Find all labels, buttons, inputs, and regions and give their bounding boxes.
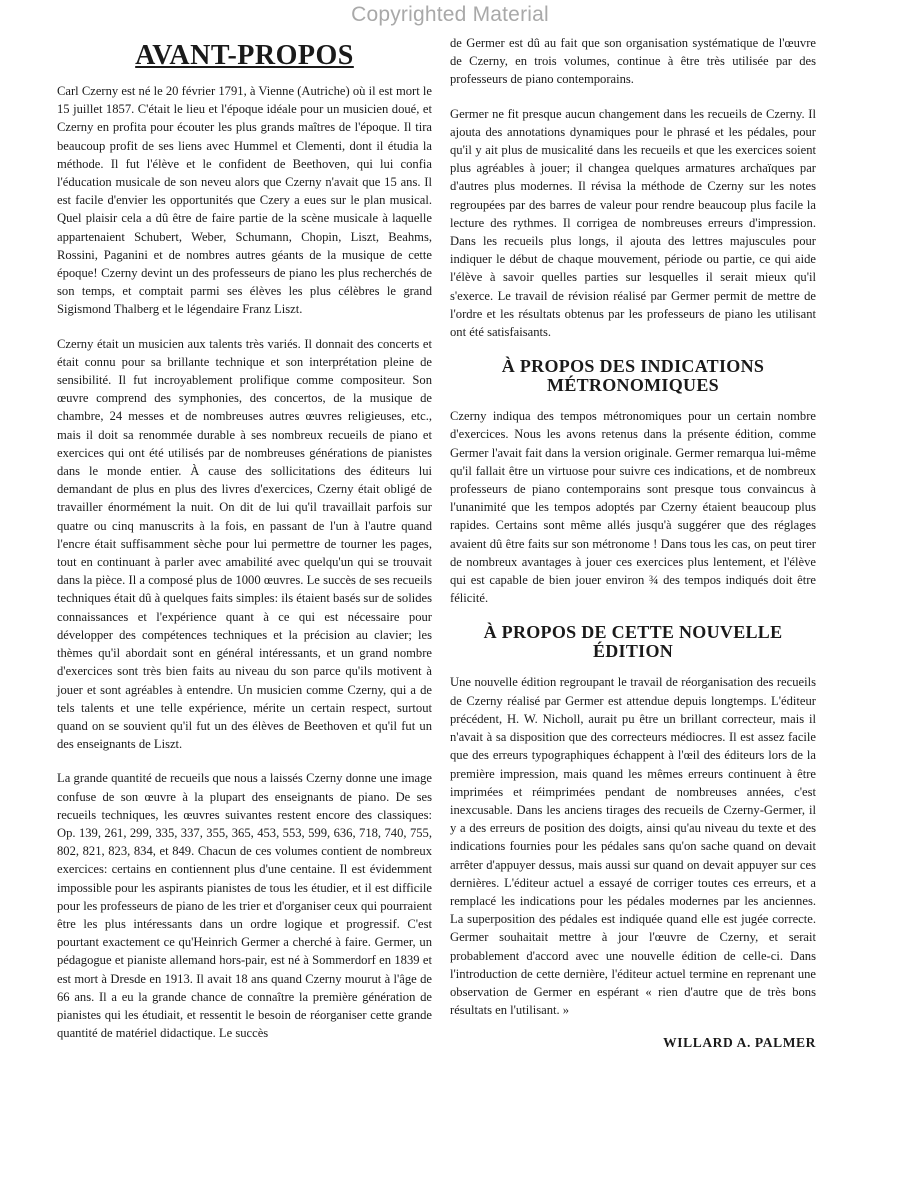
paragraph-germer-changes: Germer ne fit presque aucun changement dans les recueils de Czerny. Il ajouta des annotations dynamiques pour le phrasé et les pédales, pour qu'il y ait plus de musicalité dans les recueils et que les exercices soient plus agréables à jouer; il changea quelques armatures archaïques par d'autres plus modernes. Il révisa la méthode de Czerny sur les notes regroupées par des barres de valeur pour rendre beaucoup plus facile la lecture des rythmes. Il corrigea de nombreuses erreurs d'impression. Dans les recueils plus longs, il ajouta des lettres majuscules pour indiquer le début de chaque mouvement, période ou partie, ce qui aide l'élève à savoir quelles parties sur lesquelles il serait mieux qu'il s'exerce. Le travail de révision réalisé par Germer permit de mettre de l'ordre et les résultats obtenus par les professeurs de piano les utilisant ont été satisfaisants. <box>450 106 816 340</box>
section-title-new-edition-line1: À PROPOS DE CETTE NOUVELLE <box>483 622 783 643</box>
paragraph-germer-success: de Germer est dû au fait que son organisation systématique de l'œuvre de Czerny, en trois volumes, continue à être très utilisée par des professeurs de piano contemporains. <box>450 36 816 87</box>
paragraph-musician-talents: Czerny était un musicien aux talents très variés. Il donnait des concerts et était connu pour sa brillante technique et son interprétation pleine de sensibilité. Il fut incroyablement prolifique comme compositeur. Son œuvre comprend des symphonies, des concertos, de la musique de chambre, 24 messes et de nombreuses autres œuvres religieuses, etc., mais il doit sa renommée durable à ses nombreux recueils de piano et exercices qui ont été utilisés par de nombreuses générations de pianistes dans le monde entier. À cause des sollicitations des éditeurs lui demandant de plus en plus des livres d'exercices, Czerny était obligé de travailler énormément la nuit. On dit de lui qu'il travaillait parfois sur quatre ou cinq manuscrits à la fois, en passant de l'un à l'autre quand l'encre était suffisamment sèche pour lui permettre de tourner les pages, tout en continuant à parler avec amabilité avec quelqu'un qui se trouvait dans la pièce. Il a composé plus de 1000 œuvres. Le succès de ses recueils techniques était dû à quelques faits simples: ils étaient basés sur de solides connaissances et l'expérience quant à ce qui est nécessaire pour développer des compétences techniques et la précision au clavier; les thèmes qu'il abordait sont en général intéressants, et un grand nombre d'exercices sont très bien faits au niveau du son parce qu'ils motivent à jouer et sont agréables à entendre. Un musicien comme Czerny, qui a de tels talents et une telle expérience, mérite un certain respect, surtout quand on se souvient qu'il fut un des élèves de Beethoven et qu'il fut un des enseignants de Liszt. <box>57 336 432 752</box>
author-signature: WILLARD A. PALMER <box>663 1035 816 1051</box>
page-title: AVANT-PROPOS <box>135 40 354 71</box>
section-title-new-edition-line2: ÉDITION <box>592 641 674 662</box>
paragraph-biography: Carl Czerny est né le 20 février 1791, à Vienne (Autriche) où il est mort le 15 juillet 1857. C'était le lieu et l'époque idéale pour un musicien doué, et Czerny en profita pour écouter les plus grands maîtres de l'époque. Il tira beaucoup profit de ses liens avec Hummel et Clementi, dont il étudia la méthode. Il fut l'élève et le confident de Beethoven, qui lui confia l'éducation musicale de son neveu alors que Czerny n'avait que 15 ans. Il est facile d'envier les opportunités que Czery a eues sur le plan musical. Quel plaisir cela a dû être de faire partie de la scène musicale à laquelle appartenaient Schubert, Weber, Schumann, Chopin, Liszt, Beahms, Rossini, Paganini et de nombres autres géants de la musique de cette époque! Czerny devint un des professeurs de piano les plus recherchés de son temps, et comptait parmi ses élèves les plus célèbres le grand Sigismond Thalberg et le légendaire Franz Liszt. <box>57 84 432 317</box>
paragraph-collections: La grande quantité de recueils que nous a laissés Czerny donne une image confuse de son œuvre à la plupart des enseignants de piano. De ses recueils techniques, les œuvres suivantes restent encore des classiques: Op. 139, 261, 299, 335, 337, 355, 365, 453, 553, 599, 636, 718, 740, 755, 802, 821, 823, 834, et 849. Chacun de ces volumes contient de nombreux exercices: certains en contiennent plus d'une centaine. Il est évidemment impossible pour les aspirants pianistes de tous les étudier, et il est difficile pour les professeurs de piano de les trier et d'organiser ceux qui pourraient être les plus intéressants dans un ordre logique et progressif. C'est pourtant exactement ce qu'Heinrich Germer a cherché à faire. Germer, un pédagogue et pianiste allemand hors-pair, est né à Sommerdorf en 1839 et est mort à Dresde en 1913. Il avait 18 ans quand Czerny mourut à l'âge de 66 ans. Il a eu la grande chance de connaître la première génération de pianistes qui les étudiait, et ressentit le besoin de réorganiser cette grande quantité de matériel didactique. Le succès <box>57 771 432 1041</box>
section-title-metronome <box>450 357 816 395</box>
copyright-watermark: Copyrighted Material <box>351 3 549 26</box>
book-page <box>0 34 900 1200</box>
paragraph-metronome: Czerny indiqua des tempos métronomiques pour un certain nombre d'exercices. Nous les avons retenus dans la présente édition, comme Germer l'avait fait dans la version originale. Germer remarqua lui-même qu'il fallait être un virtuose pour suivre ces indications, et de nombreux professeurs de piano contemporains sont presque tous convaincus à l'unanimité que les tempos adoptés par Czerny étaient beaucoup plus rapides. Certains sont même allés jusqu'à suggérer que des réglages avaient dû être faits sur son métronome ! Dans tous les cas, on peut tirer de nombreux avantages à jouer ces exercices plus lentement, et l'élève qui est capable de bien jouer environ ¾ des tempos indiqués doit être félicité. <box>450 409 816 606</box>
section-title-metronome-line1: À PROPOS DES INDICATIONS <box>501 356 765 377</box>
section-title-metronome-line2: MÉTRONOMIQUES <box>547 375 719 396</box>
left-column <box>57 34 432 1058</box>
right-column <box>450 34 816 1200</box>
paragraph-new-edition: Une nouvelle édition regroupant le travail de réorganisation des recueils de Czerny réalisé par Germer est attendue depuis longtemps. L'éditeur précédent, H. W. Nicholl, aurait pu être un brillant correcteur, mais il n'avait à sa disposition que des correcteurs médiocres. Il est assez facile que des erreurs typographiques échappent à l'œil des éditeurs lors de la première impression, mais quand les mêmes erreurs continuent à être imprimées et réimprimées pendant de nombreuses années, c'est inexcusable. Dans les anciens tirages des recueils de Czerny-Germer, il y a des erreurs de position des doigts, ainsi qu'au niveau du texte et des indications fournies pour les pédales sans qu'on sache quand on devait arrêter d'appuyer dessus, mais aussi sur quand on devait appuyer sur ces dernières. L'éditeur actuel a essayé de corriger toutes ces erreurs, et a remplacé les indications pour les pédales modernes par les anciennes. La superposition des pédales est indiquée quand elle est jugée correcte. Germer souhaitait mettre à jour l'œuvre de Czerny, et serait probablement d'accord avec une nouvelle édition de celle-ci. Dans l'introduction de cette dernière, l'éditeur actuel termine en reprenant une observation de Germer en espérant « rien d'autre que de très bons résultats en l'utilisant. » <box>450 675 816 1018</box>
section-title-new-edition <box>450 623 816 661</box>
